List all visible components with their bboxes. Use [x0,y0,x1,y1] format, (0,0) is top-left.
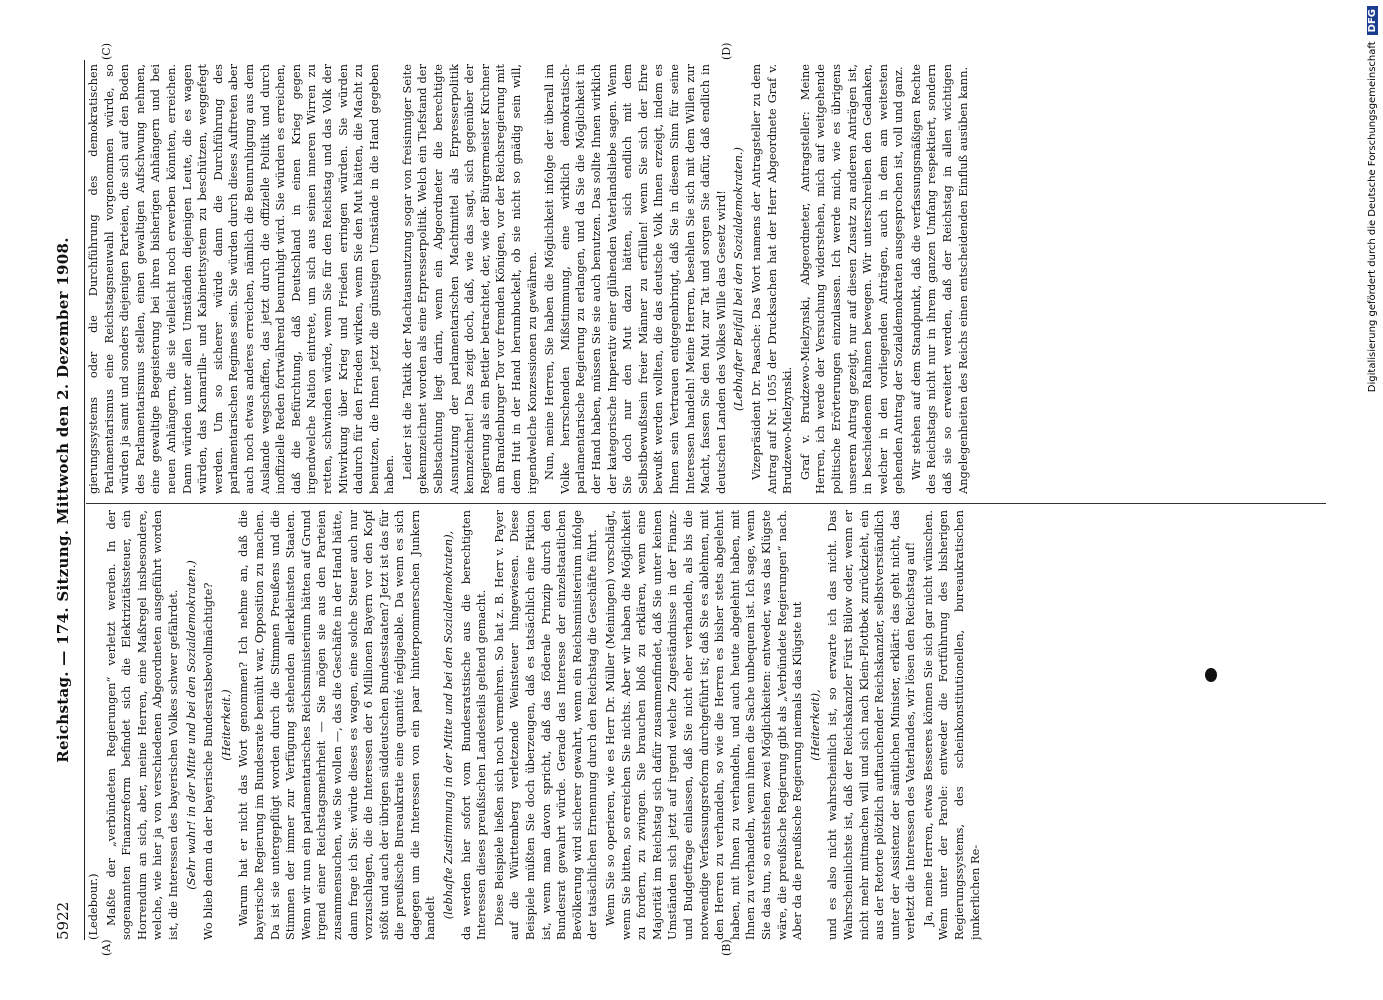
header-rule [84,60,85,940]
digitization-footer [1364,6,1382,996]
paragraph: (lebhafte Zustimmung in der Mitte und bei den Sozialdemokraten), [441,530,456,920]
paragraph: Diese Beispiele ließen sich noch vermehren. So hat z. B. Herr v. Payer auf die Württemberg verletzende Weinsteuer hingewiesen. Diese Beispiele müßten Sie doch überzeugen, daß es tatsächlich eine Fiktion ist, wenn man davon spricht, daß das föderale Prinzip durch den Bundesrat gewahrt würde. Gerade das Interesse der einzelstaatlichen Bevölkerung wird sicherer gewahrt, wenn ein Reichsministerium infolge der tatsächlichen Ernennung durch den Reichstag die Geschäfte führt. [491,510,600,940]
paragraph: Wenn Sie so operieren, wie es Herr Dr. Müller (Meiningen) vorschlägt, wenn Sie bitten, so erreichen Sie nichts. Aber wir haben die Möglichkeit zu fordern, zu zwingen. Sie brauchen bloß zu erklären, wenn eine Majorität im Reichstag sich dafür zusammenfindet, daß Sie unter keinen Umständen sich jetzt auf irgend welche Zugeständnisse in der Finanz- und Budgetfrage einlassen, daß Sie nicht eher verhandeln, als bis die notwendige Verfassungsreform durchgeführt ist; daß Sie es ablehnen, mit den Herren zu verhandeln, so wie die Herren es bisher stets abgelehnt haben, mit Ihnen zu verhandeln, und auch heute abgelehnt haben, mit Ihnen zu verhandeln, wenn ihnen die Sache unbequem ist. Ich sage, wenn Sie das tun, so entstehen zwei Möglichkeiten: entweder, was das Klügste wäre, die preußische Regierung gibt als „Verbündete Regierungen“ nach. Aber da die preußische Regierung niemals das Klügste tut [603,510,805,940]
margin-mark-a: (A) [100,939,113,956]
page-number: 5922 [54,901,72,940]
margin-mark-b: (B) [720,939,733,956]
paragraph: Wo blieb denn da der bayerische Bundesratsbevollmächtigte? [201,582,216,940]
paragraph: (Heiterkeit), [807,689,822,761]
ink-blot [1205,668,1217,682]
paragraph: Graf v. Brudzewo-Mielzynski, Abgeordneter, Antragsteller: Meine Herren, ich werde der Versuchung widerstehen, mich auf weitgehende politische Erörterungen einzulassen. Ich werde mich, wie es übrigens unserem Antrag gezeigt, nur auf diesen Zusatz zu anderen Anträgen ist, in beschiedenem Rahmen bewegen. Wir unterschreiben den Gedanken, welcher in den vorliegenden Anträgen, auch in dem am weitesten gehenden Antrag der Sozialdemokraten ausgesprochen ist, voll und ganz. [797,64,906,494]
margin-mark-d: (D) [720,42,733,60]
paragraph: Wir stehen auf dem Standpunkt, daß die verfassungsmäßigen Rechte des Reichstags nicht nur in ihrem ganzen Umfang respektiert, sondern daß sie so erweitert werden, daß der Reichstag in allen wichtigen Angelegenheiten des Reichs einen entscheidenden Einfluß ausüben kann. [908,64,970,494]
paragraph: Warum hat er nicht das Wort genommen? Ich nehme an, daß die bayerische Regierung im Bundesrate bemüht war, Opposition zu machen. Da ist sie untergepflügt worden durch die Stimmen Preußens und die Stimmen der immer zur Verfügung stehenden allerkleinsten Staaten. Wenn wir nun ein parlamentarisches Reichsministerium hätten auf Grund irgend einer Reichstagsmehrheit — Sie mögen sie aus den Parteien zusammensuchen, wie Sie wollen —, das die Geschäfte in der Hand hätte, dann frage ich Sie: würde dieses es wagen, eine solche Steuer auch nur vorzuschlagen, die die Interessen der 6 Millionen Bayern vor den Kopf stößt und auch der übrigen süddeutschen Bundesstaaten? Jetzt ist das für die preußische Bureaukratie eine quantité négligeable. Da wenn es sich dagegen um die Interessen von ein paar hinterpommerschen Junkern handelt [236,510,438,940]
paragraph: (Heiterkeit.) [218,689,233,761]
paragraph: gierungssystems oder die Durchführung des demokratischen Parlamentarismus eine Reichstagsneuwahl vorgenommen würde, so würden ja samt und sonders diejenigen Parteien, die sich auf den Boden des Parlamentarismus stellen, einen gewaltigen Aufschwung nehmen, eine gewaltige Begeisterung bei ihren bisherigen Anhängern und bei neuen Anhängern, die sie vielleicht noch erwerben könnten, erreichen. Dann würden unter allen Umständen diejenigen Leute, die es wagen würden, das Kamarilla- und Kabinettsystem zu beschützen, weggefegt werden. Um so sicherer würde dann die Durchführung des parlamentarischen Regimes sein. Sie würden durch dieses Auftreten aber auch noch etwas anderes erreichen, nämlich die Beunruhigung aus dem Auslande wegschaffen, das jetzt durch die offizielle Politik und durch inoffizielle Reden fortwährend beunruhigt wird. Sie würden es erreichen, daß die Befürchtung, daß Deutschland in einen Krieg gegen irgendwelche Nation eintrete, um sich aus seinen inneren Wirren zu retten, schwinden würde, wenn Sie für den Reichstag und das Volk der Mitwirkung über Krieg und Frieden erringen würden. Sie würden dadurch für den Frieden wirken, wenn Sie den Mut hätten, die Macht zu benutzen, die Ihnen jetzt die günstigen Umstände in die Hand gegeben haben. [86,64,397,494]
paragraph: (Lebhafter Beifall bei den Sozialdemokraten.) [731,147,746,412]
paragraph: (Ledebour.) [86,873,100,940]
paragraph: Leider ist die Taktik der Machtausnutzung sogar von freisinniger Seite gekennzeichnet worden als eine Erpresserpolitik. Welch ein Tiefstand der Selbstachtung liegt darin, wenn ein Abgeordneter die berechtigte Ausnutzung der parlamentarischen Machtmittel als Erpresserpolitik kennzeichnet! Das zeigt doch, daß, wie das sagt, sich gegenüber der Regierung als ein Bettler betrachtet, der, wie der Bürgermeister Kirchner am Brandenburger Tor vor fremden Königen, vor der Reichsregierung mit dem Hut in der Hand herumbuckelt, ob sie nicht so gnädig sein will, irgendwelche Konzessionen zu gewähren. [399,64,539,494]
paragraph: da werden hier sofort vom Bundesratstische aus die berechtigten Interessen dieses preußischen Landesteils geltend gemacht. [458,510,489,940]
paragraph: Maßte der „verbündeten Regierungen“ verletzt werden. In der sogenannten Finanzreform befindet sich die Elektrizitätssteuer, ein Horrendum an sich, aber, meine Herren, eine Maßregel insbesondere, welche, wie hier ja von verschiedenen Abgeordneten ausgeführt worden ist, die Interessen des bayerischen Volkes schwer gefährdet. [103,510,180,940]
paragraph: Vizepräsident Dr. Paasche: Das Wort namens der Antragsteller zu dem Antrag auf Nr. 1055 der Drucksachen hat der Herr Abgeordnete Graf v. Brudzewo-Mielzynski. [748,64,795,494]
margin-mark-c: (C) [100,43,113,60]
dfg-logo: DFG [1367,6,1378,35]
page-header [50,60,80,940]
paragraph: (Sehr wahr! in der Mitte und bei den Sozialdemokraten.) [183,560,198,890]
column-divider [86,503,1326,504]
paragraph: Nun, meine Herren, Sie haben die Möglichkeit infolge der überall im Volke herrschenden Mißstimmung, eine wirklich demokratisch-parlamentarische Regierung zu erlangen, und da Sie die Möglichkeit in der Hand haben, müssen Sie sie auch benutzen. Das sollte Ihnen wirklich der kategorische Imperativ einer glühenden Vaterlandsliebe sagen. Wenn Sie doch nur den Mut dazu hätten, sich endlich mit dem Selbstbewußtsein freier Männer zu erfüllen! wenn Sie sich der Ehre bewußt werden wollten, die das deutsche Volk Ihnen erzeigt, indem es Ihnen sein Vertrauen entgegenbringt, daß Sie in diesem Sinn für seine Interessen handeln! Meine Herren, besehlen Sie sich mit dem Willen zur Macht, fassen Sie den Mut zur Tat und sorgen Sie dafür, daß endlich in deutschen Landen des Volkes Wille das Gesetz wird! [542,64,728,494]
paragraph: Ja, meine Herren, etwas Besseres können Sie sich gar nicht wünschen. Wenn unter der Parole: entweder die Fortführung des bisherigen Regierungssystems, des scheinkonstitutionellen, bureaukratischen junkerlichen Re- [920,510,982,940]
text-column-right [86,64,1326,494]
paragraph: und es also nicht wahrscheinlich ist, so erwarte ich das nicht. Das Wahrscheinlichste ist, daß der Reichskanzler Fürst Bülow oder, wenn er nicht mehr mitmachen will und sich nach Klein-Flottbek zurückzieht, ein aus der Retorte plötzlich auftauchender Reichskanzler, selbstverständlich unter der Assistenz der sämtlichen Minister, erklärt: das geht nicht, das verletzt die Interessen des Vaterlandes, wir lösen den Reichstag auf! [825,510,918,940]
text-column-left [86,510,1326,940]
page-title: Reichstag. — 174. Sitzung. Mittwoch den 2. Dezember 1908. [54,237,72,763]
footer-credit: Digitalisierung gefördert durch die Deutsche Forschungsgemeinschaft [1367,41,1378,393]
